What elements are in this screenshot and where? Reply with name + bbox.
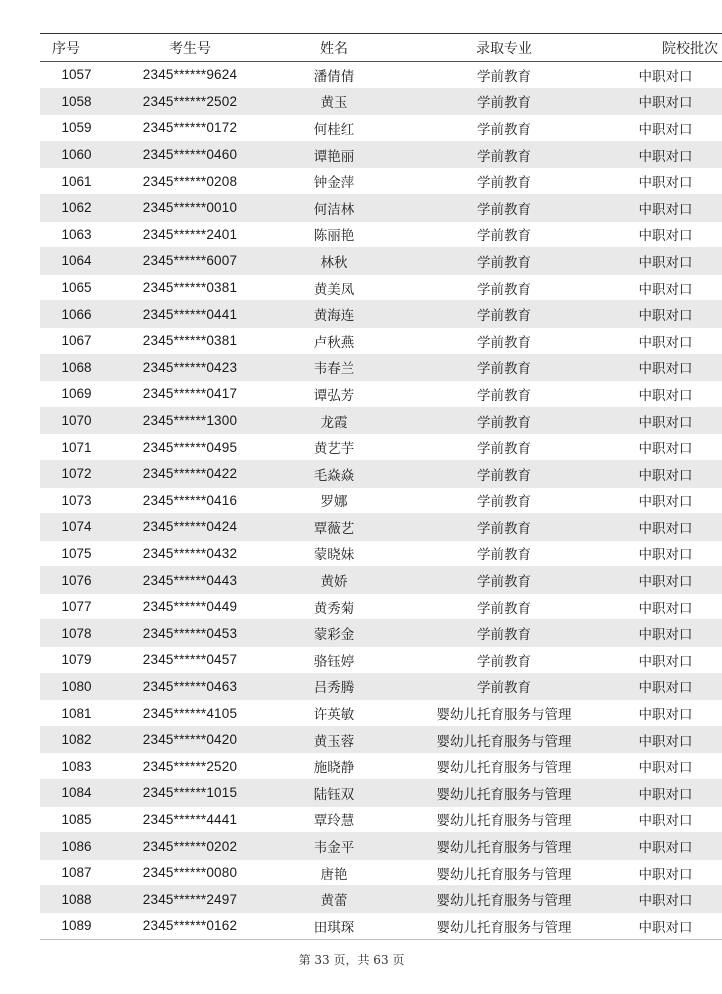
cell-exam-id: 2345******2497: [102, 886, 278, 913]
cell-name: 黄玉蓉: [278, 726, 390, 753]
cell-seq: 1078: [40, 620, 102, 647]
table-row: [40, 567, 722, 594]
table-row: [40, 913, 722, 940]
cell-major: 学前教育: [390, 62, 618, 89]
cell-seq: 1086: [40, 833, 102, 860]
cell-seq: 1085: [40, 806, 102, 833]
table-row: [40, 115, 722, 142]
cell-exam-id: 2345******0463: [102, 673, 278, 700]
cell-exam-id: 2345******0381: [102, 327, 278, 354]
cell-exam-id: 2345******0208: [102, 168, 278, 195]
cell-name: 吕秀腾: [278, 673, 390, 700]
cell-batch: 中职对口: [618, 780, 722, 807]
cell-batch: 中职对口: [618, 168, 722, 195]
cell-exam-id: 2345******0010: [102, 194, 278, 221]
cell-major: 婴幼儿托育服务与管理: [390, 833, 618, 860]
cell-seq: 1079: [40, 647, 102, 674]
cell-major: 学前教育: [390, 381, 618, 408]
cell-batch: 中职对口: [618, 886, 722, 913]
cell-seq: 1066: [40, 301, 102, 328]
table-row: [40, 753, 722, 780]
cell-batch: 中职对口: [618, 726, 722, 753]
table-row: [40, 460, 722, 487]
cell-seq: 1075: [40, 540, 102, 567]
cell-exam-id: 2345******0416: [102, 487, 278, 514]
cell-seq: 1062: [40, 194, 102, 221]
table-row: [40, 194, 722, 221]
table-row: [40, 593, 722, 620]
cell-major: 学前教育: [390, 327, 618, 354]
table-row: [40, 833, 722, 860]
cell-major: 学前教育: [390, 673, 618, 700]
cell-name: 黄娇: [278, 567, 390, 594]
cell-major: 学前教育: [390, 514, 618, 541]
cell-exam-id: 2345******6007: [102, 248, 278, 275]
cell-seq: 1081: [40, 700, 102, 727]
cell-batch: 中职对口: [618, 487, 722, 514]
table-row: [40, 886, 722, 913]
cell-seq: 1084: [40, 780, 102, 807]
cell-exam-id: 2345******0453: [102, 620, 278, 647]
cell-batch: 中职对口: [618, 673, 722, 700]
cell-major: 学前教育: [390, 487, 618, 514]
cell-name: 蒙彩金: [278, 620, 390, 647]
cell-name: 唐艳: [278, 859, 390, 886]
admission-list-sheet: [40, 33, 718, 940]
cell-exam-id: 2345******0381: [102, 274, 278, 301]
cell-seq: 1069: [40, 381, 102, 408]
cell-name: 林秋: [278, 248, 390, 275]
admission-table: [40, 33, 722, 940]
cell-seq: 1076: [40, 567, 102, 594]
cell-major: 婴幼儿托育服务与管理: [390, 859, 618, 886]
cell-exam-id: 2345******0441: [102, 301, 278, 328]
cell-seq: 1083: [40, 753, 102, 780]
cell-name: 黄蕾: [278, 886, 390, 913]
cell-name: 覃薇艺: [278, 514, 390, 541]
table-row: [40, 141, 722, 168]
table-row: [40, 248, 722, 275]
header-major: 录取专业: [390, 34, 618, 62]
cell-exam-id: 2345******0443: [102, 567, 278, 594]
cell-seq: 1082: [40, 726, 102, 753]
table-row: [40, 700, 722, 727]
cell-batch: 中职对口: [618, 460, 722, 487]
table-header-row: [40, 34, 722, 62]
cell-major: 学前教育: [390, 567, 618, 594]
cell-name: 黄海连: [278, 301, 390, 328]
cell-major: 学前教育: [390, 434, 618, 461]
table-body: [40, 62, 722, 940]
header-name: 姓名: [278, 34, 390, 62]
cell-seq: 1068: [40, 354, 102, 381]
cell-exam-id: 2345******0162: [102, 913, 278, 940]
cell-batch: 中职对口: [618, 381, 722, 408]
cell-seq: 1073: [40, 487, 102, 514]
table-row: [40, 726, 722, 753]
table-row: [40, 301, 722, 328]
cell-exam-id: 2345******4441: [102, 806, 278, 833]
cell-seq: 1088: [40, 886, 102, 913]
cell-exam-id: 2345******0202: [102, 833, 278, 860]
table-row: [40, 673, 722, 700]
table-row: [40, 647, 722, 674]
cell-seq: 1060: [40, 141, 102, 168]
cell-batch: 中职对口: [618, 301, 722, 328]
cell-name: 龙霞: [278, 407, 390, 434]
cell-exam-id: 2345******2401: [102, 221, 278, 248]
table-row: [40, 859, 722, 886]
cell-major: 婴幼儿托育服务与管理: [390, 886, 618, 913]
cell-major: 学前教育: [390, 460, 618, 487]
cell-batch: 中职对口: [618, 88, 722, 115]
cell-batch: 中职对口: [618, 567, 722, 594]
header-exam-id: 考生号: [102, 34, 278, 62]
cell-exam-id: 2345******0417: [102, 381, 278, 408]
table-row: [40, 434, 722, 461]
cell-seq: 1059: [40, 115, 102, 142]
table-row: [40, 168, 722, 195]
table-row: [40, 780, 722, 807]
cell-exam-id: 2345******0172: [102, 115, 278, 142]
cell-seq: 1087: [40, 859, 102, 886]
table-row: [40, 620, 722, 647]
cell-batch: 中职对口: [618, 806, 722, 833]
cell-major: 学前教育: [390, 221, 618, 248]
table-row: [40, 88, 722, 115]
table-row: [40, 274, 722, 301]
table-row: [40, 806, 722, 833]
cell-seq: 1077: [40, 593, 102, 620]
cell-major: 婴幼儿托育服务与管理: [390, 913, 618, 940]
table-row: [40, 354, 722, 381]
cell-major: 学前教育: [390, 168, 618, 195]
cell-major: 学前教育: [390, 540, 618, 567]
cell-seq: 1063: [40, 221, 102, 248]
table-row: [40, 62, 722, 89]
cell-batch: 中职对口: [618, 540, 722, 567]
cell-batch: 中职对口: [618, 753, 722, 780]
cell-batch: 中职对口: [618, 514, 722, 541]
cell-exam-id: 2345******1300: [102, 407, 278, 434]
cell-seq: 1057: [40, 62, 102, 89]
cell-name: 潘倩倩: [278, 62, 390, 89]
cell-major: 学前教育: [390, 115, 618, 142]
table-row: [40, 487, 722, 514]
cell-seq: 1074: [40, 514, 102, 541]
cell-name: 陆钰双: [278, 780, 390, 807]
cell-seq: 1072: [40, 460, 102, 487]
cell-name: 许英敏: [278, 700, 390, 727]
cell-name: 何洁林: [278, 194, 390, 221]
cell-major: 学前教育: [390, 301, 618, 328]
cell-major: 学前教育: [390, 88, 618, 115]
cell-name: 施晓静: [278, 753, 390, 780]
cell-seq: 1061: [40, 168, 102, 195]
cell-exam-id: 2345******0422: [102, 460, 278, 487]
cell-major: 婴幼儿托育服务与管理: [390, 700, 618, 727]
cell-name: 卢秋燕: [278, 327, 390, 354]
cell-batch: 中职对口: [618, 593, 722, 620]
cell-major: 学前教育: [390, 141, 618, 168]
cell-name: 陈丽艳: [278, 221, 390, 248]
cell-name: 田琪琛: [278, 913, 390, 940]
cell-exam-id: 2345******2502: [102, 88, 278, 115]
cell-name: 黄秀菊: [278, 593, 390, 620]
cell-exam-id: 2345******0432: [102, 540, 278, 567]
cell-exam-id: 2345******0420: [102, 726, 278, 753]
cell-major: 学前教育: [390, 194, 618, 221]
cell-seq: 1065: [40, 274, 102, 301]
cell-batch: 中职对口: [618, 700, 722, 727]
cell-major: 学前教育: [390, 647, 618, 674]
cell-exam-id: 2345******0424: [102, 514, 278, 541]
cell-batch: 中职对口: [618, 274, 722, 301]
cell-name: 罗娜: [278, 487, 390, 514]
cell-name: 钟金萍: [278, 168, 390, 195]
cell-name: 覃玲慧: [278, 806, 390, 833]
cell-seq: 1071: [40, 434, 102, 461]
table-row: [40, 540, 722, 567]
cell-batch: 中职对口: [618, 141, 722, 168]
cell-major: 婴幼儿托育服务与管理: [390, 780, 618, 807]
cell-batch: 中职对口: [618, 434, 722, 461]
cell-major: 婴幼儿托育服务与管理: [390, 753, 618, 780]
table-row: [40, 221, 722, 248]
cell-major: 婴幼儿托育服务与管理: [390, 726, 618, 753]
cell-batch: 中职对口: [618, 62, 722, 89]
cell-batch: 中职对口: [618, 327, 722, 354]
cell-major: 学前教育: [390, 620, 618, 647]
table-row: [40, 327, 722, 354]
cell-name: 韦春兰: [278, 354, 390, 381]
cell-major: 学前教育: [390, 407, 618, 434]
cell-exam-id: 2345******0495: [102, 434, 278, 461]
cell-batch: 中职对口: [618, 194, 722, 221]
cell-batch: 中职对口: [618, 248, 722, 275]
header-seq: 序号: [40, 34, 102, 62]
cell-name: 毛焱焱: [278, 460, 390, 487]
cell-exam-id: 2345******0080: [102, 859, 278, 886]
cell-seq: 1064: [40, 248, 102, 275]
cell-batch: 中职对口: [618, 647, 722, 674]
cell-exam-id: 2345******0460: [102, 141, 278, 168]
cell-name: 蒙晓妹: [278, 540, 390, 567]
cell-name: 骆钰婷: [278, 647, 390, 674]
cell-exam-id: 2345******1015: [102, 780, 278, 807]
cell-name: 韦金平: [278, 833, 390, 860]
cell-seq: 1080: [40, 673, 102, 700]
cell-exam-id: 2345******9624: [102, 62, 278, 89]
page-footer: 第 33 页，共 63 页: [298, 953, 405, 967]
cell-name: 黄艺芋: [278, 434, 390, 461]
cell-seq: 1089: [40, 913, 102, 940]
cell-batch: 中职对口: [618, 407, 722, 434]
cell-name: 何桂红: [278, 115, 390, 142]
cell-batch: 中职对口: [618, 859, 722, 886]
cell-batch: 中职对口: [618, 620, 722, 647]
cell-batch: 中职对口: [618, 913, 722, 940]
cell-name: 黄玉: [278, 88, 390, 115]
cell-major: 学前教育: [390, 248, 618, 275]
cell-name: 谭弘芳: [278, 381, 390, 408]
cell-major: 婴幼儿托育服务与管理: [390, 806, 618, 833]
cell-exam-id: 2345******2520: [102, 753, 278, 780]
cell-exam-id: 2345******4105: [102, 700, 278, 727]
cell-name: 谭艳丽: [278, 141, 390, 168]
cell-name: 黄美凤: [278, 274, 390, 301]
cell-seq: 1067: [40, 327, 102, 354]
cell-exam-id: 2345******0457: [102, 647, 278, 674]
cell-exam-id: 2345******0423: [102, 354, 278, 381]
table-row: [40, 381, 722, 408]
cell-major: 学前教育: [390, 593, 618, 620]
cell-major: 学前教育: [390, 274, 618, 301]
header-batch: 院校批次: [618, 34, 722, 62]
cell-major: 学前教育: [390, 354, 618, 381]
cell-seq: 1058: [40, 88, 102, 115]
cell-batch: 中职对口: [618, 354, 722, 381]
cell-seq: 1070: [40, 407, 102, 434]
cell-batch: 中职对口: [618, 115, 722, 142]
cell-batch: 中职对口: [618, 833, 722, 860]
table-row: [40, 514, 722, 541]
table-row: [40, 407, 722, 434]
cell-exam-id: 2345******0449: [102, 593, 278, 620]
cell-batch: 中职对口: [618, 221, 722, 248]
